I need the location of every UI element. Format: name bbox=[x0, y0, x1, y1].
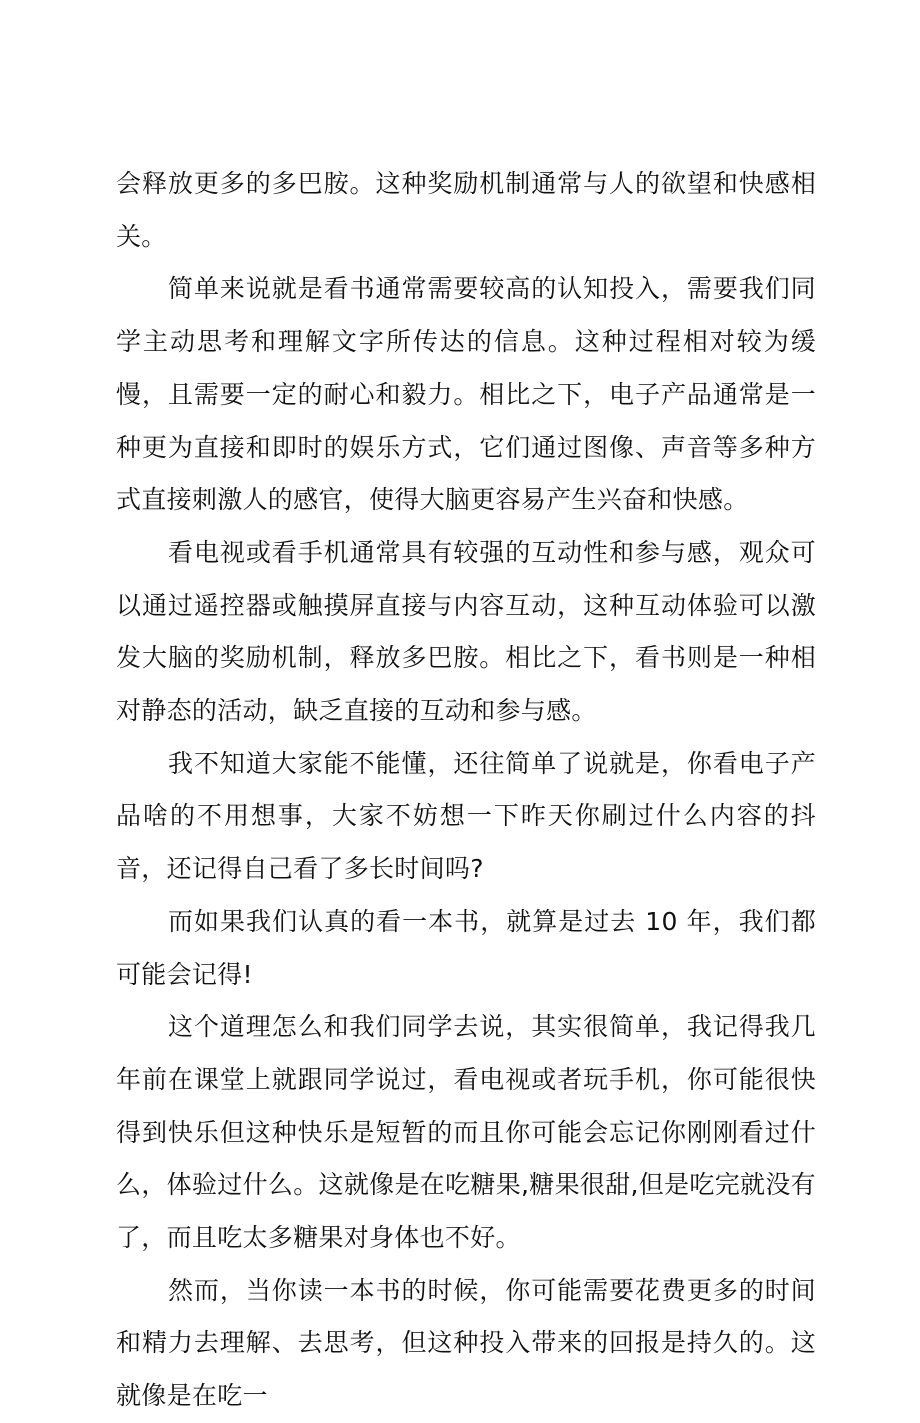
paragraph-3: 看电视或看手机通常具有较强的互动性和参与感，观众可以通过遥控器或触摸屏直接与内容互动，这种互动体验可以激发大脑的奖励机制，释放多巴胺。相比之下，看书则是一种相对静态的活动，缺乏直接的互动和参与感。 bbox=[116, 537, 816, 726]
paragraph-1: 会释放更多的多巴胺。这种奖励机制通常与人的欲望和快感相关。 bbox=[116, 169, 816, 251]
paragraph-7: 然而，当你读一本书的时候，你可能需要花费更多的时间和精力去理解、去思考，但这种投入带来的回报是持久的。这就像是在吃一 bbox=[116, 1275, 816, 1411]
paragraph-2: 简单来说就是看书通常需要较高的认知投入，需要我们同学主动思考和理解文字所传达的信息。这种过程相对较为缓慢，且需要一定的耐心和毅力。相比之下，电子产品通常是一种更为直接和即时的娱乐方式，它们通过图像、声音等多种方式直接刺激人的感官，使得大脑更容易产生兴奋和快感。 bbox=[116, 274, 816, 515]
paragraph-5: 而如果我们认真的看一本书，就算是过去 10 年，我们都可能会记得! bbox=[116, 906, 816, 989]
paragraph-4: 我不知道大家能不能懂，还往简单了说就是，你看电子产品啥的不用想事，大家不妨想一下昨天你刷过什么内容的抖音，还记得自己看了多长时间吗? bbox=[116, 748, 816, 884]
document-body bbox=[116, 158, 816, 1423]
paragraph-6: 这个道理怎么和我们同学去说，其实很简单，我记得我几年前在课堂上就跟同学说过，看电视或者玩手机，你可能很快得到快乐但这种快乐是短暂的而且你可能会忘记你刚刚看过什么，体验过什么。这就像是在吃糖果,糖果很甜,但是吃完就没有了，而且吃太多糖果对身体也不好。 bbox=[116, 1012, 816, 1253]
